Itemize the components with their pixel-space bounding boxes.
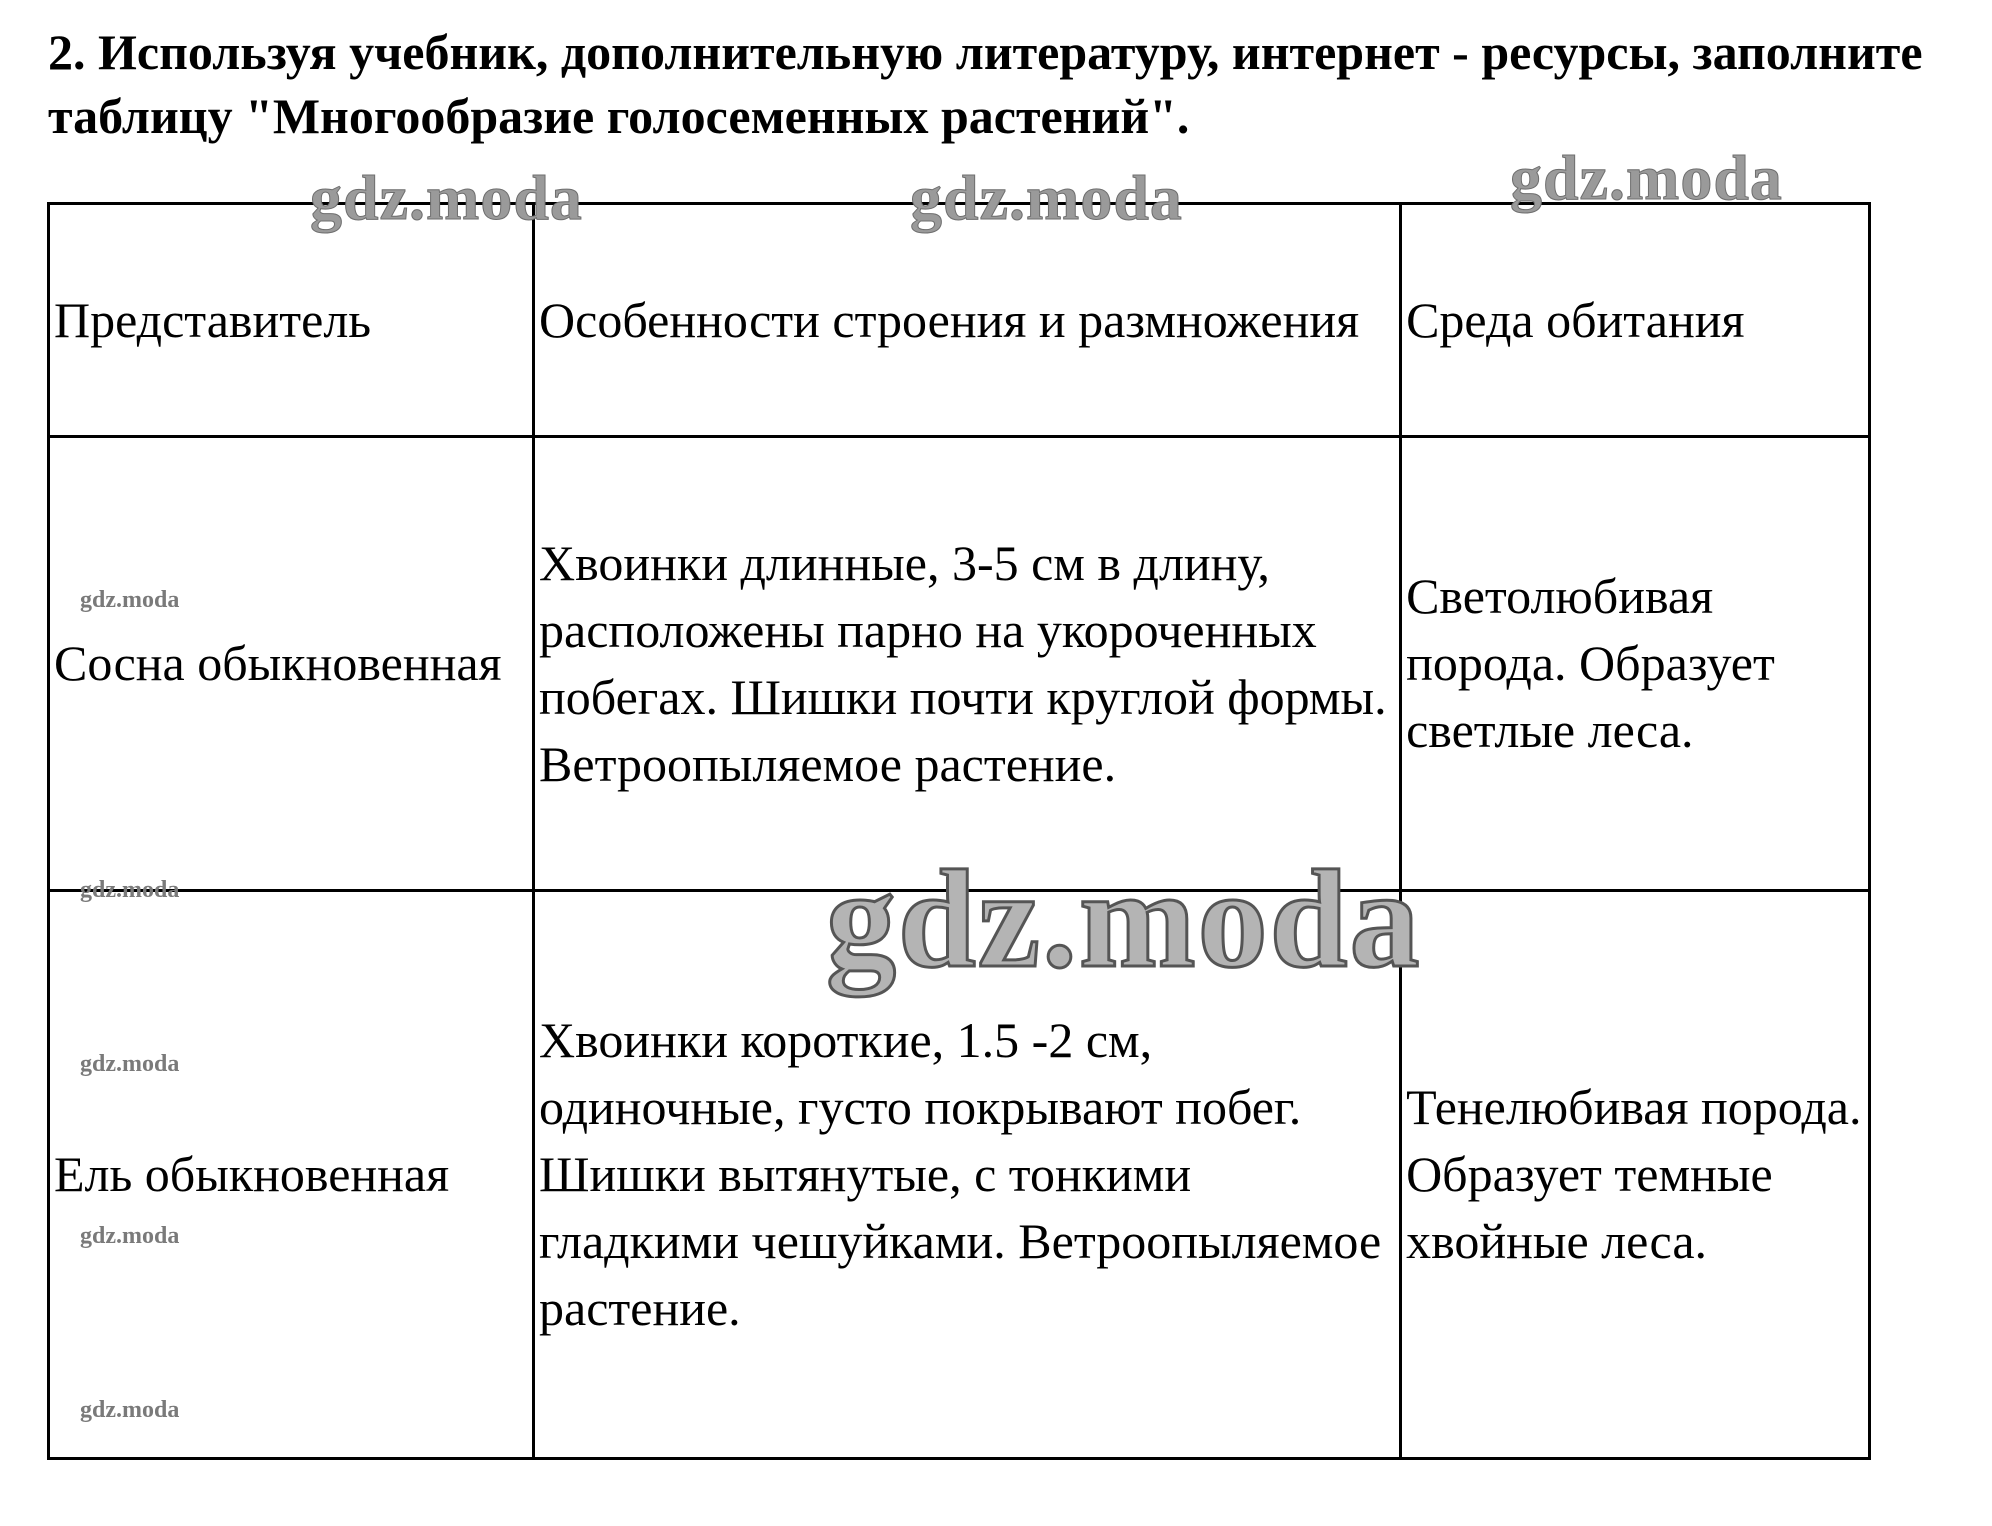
cell-representative — [49, 891, 534, 1459]
header-habitat-text: Среда обитания — [1406, 291, 1745, 348]
watermark: gdz.moda — [310, 162, 583, 233]
structure-text: Хвоинки длинные, 3-5 см в длину, расположены парно на укороченных побегах. Шишки почти круглой формы. Ветроопыляемое растение. — [539, 534, 1387, 792]
gymnosperms-table — [47, 202, 1871, 1460]
representative-text: Сосна обыкновенная — [54, 635, 502, 691]
table-header-row — [49, 204, 1870, 437]
watermark: gdz.moda — [910, 162, 1183, 233]
header-habitat — [1401, 204, 1870, 437]
header-representative-text: Представитель — [54, 291, 372, 348]
table-row — [49, 437, 1870, 891]
representative-text: Ель обыкновенная — [54, 1146, 450, 1202]
cell-representative — [49, 437, 534, 891]
cell-habitat — [1401, 891, 1870, 1459]
watermark: gdz.moda — [80, 1223, 180, 1249]
watermark: gdz.moda — [80, 587, 180, 613]
header-structure — [534, 204, 1401, 437]
watermark: gdz.moda — [80, 1397, 180, 1423]
header-structure-text: Особенности строения и размножения — [539, 291, 1360, 348]
watermark: gdz.moda — [80, 877, 180, 903]
watermark: gdz.moda — [1510, 142, 1783, 213]
cell-habitat — [1401, 437, 1870, 891]
watermark: gdz.moda — [80, 1051, 180, 1077]
header-representative — [49, 204, 534, 437]
habitat-text: Светолюбивая порода. Образует светлые леса. — [1406, 568, 1775, 758]
watermark: gdz.moda — [826, 842, 1422, 997]
structure-text: Хвоинки короткие, 1.5 -2 см, одиночные, густо покрывают побег. Шишки вытянутые, с тонкими гладкими чешуйками. Ветроопыляемое растение. — [539, 1012, 1382, 1336]
cell-structure — [534, 437, 1401, 891]
habitat-text: Тенелюбивая порода. Образует темные хвойные леса. — [1406, 1079, 1862, 1269]
task-title: 2. Используя учебник, дополнительную литературу, интернет - ресурсы, заполните таблицу "Многообразие голосеменных растений". — [48, 24, 1923, 144]
